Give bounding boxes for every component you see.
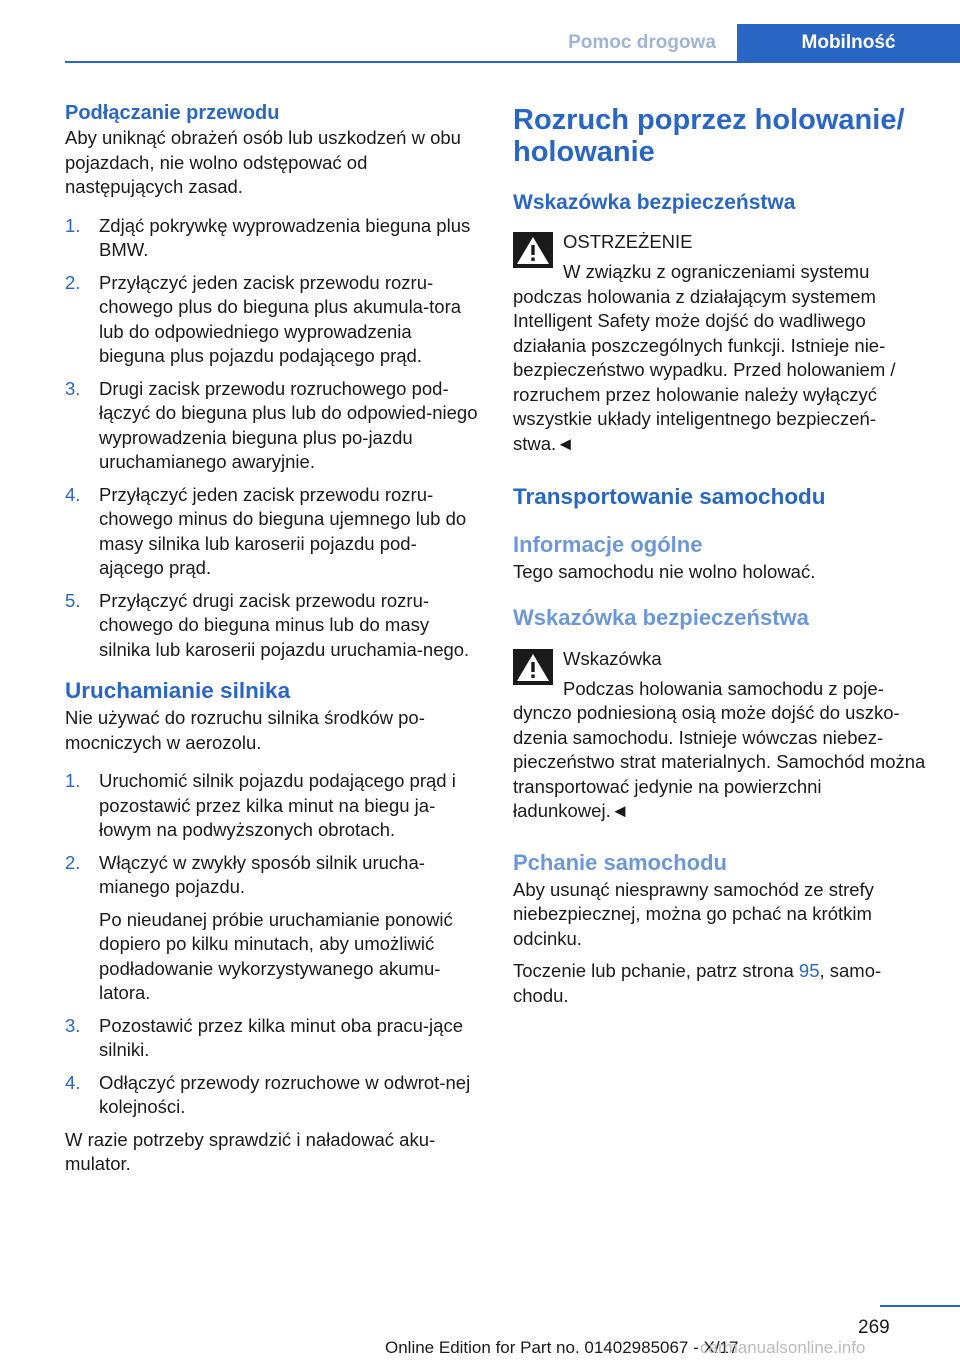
push-text: Aby usunąć niesprawny samochód ze strefy niebezpiecznej, można go pchać na krótkim odcinku. — [513, 878, 874, 949]
roll-text — [513, 959, 933, 1008]
step-text: Odłączyć przewody rozruchowe w odwrot‐nej kolejności. — [99, 1071, 471, 1117]
list-item — [65, 1014, 480, 1063]
cable-heading: Podłączanie przewodu — [65, 102, 280, 124]
tab-mobilnosc[interactable]: Mobilność — [737, 24, 960, 62]
right-column — [513, 100, 933, 1008]
cable-intro: Aby uniknąć obrażeń osób lub uszkodzeń w obu pojazdach, nie wolno odstępować od następujących zasad. — [65, 127, 461, 197]
list-item — [65, 851, 480, 1006]
step-text: Pozostawić przez kilka minut oba pracu‐jące silniki. — [99, 1014, 463, 1060]
step-text: Zdjąć pokrywkę wyprowadzenia bieguna plus BMW. — [99, 214, 471, 260]
engine-outro: W razie potrzeby sprawdzić i naładować aku‐mulator. — [65, 1128, 436, 1174]
engine-steps-list — [65, 769, 480, 1120]
warning-text-1: W związku z ograniczeniami systemu podczas holowania z działającym systemem Intelligent Safety może dojść do wadliwego działania poszczególnych funkcji. Istnieje nie‐bezpieczeństwo wypadku. Przed holowaniem / rozruchem przez holowanie należy wyłączyć wszystkie układy inteligentnego bezpieczeń‐stwa.◄ — [513, 261, 896, 454]
general-text: Tego samochodu nie wolno holować. — [513, 561, 816, 582]
warning-title-1: OSTRZEŻENIE — [563, 231, 693, 252]
step-subtext: Po nieudanej próbie uruchamianie ponowić dopiero po kilku minutach, aby umożliwić podładowanie wykorzystywanego akumu‐latora. — [99, 908, 453, 1003]
step-text: Włączyć w zwykły sposób silnik urucha‐mianego pojazdu. — [99, 851, 425, 897]
list-item — [65, 214, 480, 263]
step-number: 2. — [65, 271, 81, 293]
list-item — [65, 589, 480, 663]
roll-text-pre: Toczenie lub pchanie, patrz strona — [513, 960, 799, 981]
general-heading: Informacje ogólne — [513, 532, 703, 557]
step-number: 2. — [65, 851, 81, 873]
tab-pomoc-drogowa[interactable]: Pomoc drogowa — [568, 32, 716, 53]
step-number: 3. — [65, 377, 81, 399]
page-number: 269 — [858, 1317, 890, 1338]
step-text: Przyłączyć drugi zacisk przewodu rozru‐chowego do bieguna minus lub do masy silnika lub karoserii pojazdu uruchamia‐nego. — [99, 589, 470, 660]
step-number: 1. — [65, 770, 81, 791]
step-text: Uruchomić silnik pojazdu podającego prąd i pozostawić przez kilka minut na biegu ja‐łowym na podwyższonych obrotach. — [99, 770, 456, 840]
roll-text-post: , samo‐chodu. — [513, 960, 882, 1006]
list-item — [65, 377, 480, 475]
warning-triangle-icon — [513, 232, 553, 268]
warning-text-2: Podczas holowania samochodu z poje‐dynczo podniesioną osią może dojść do uszko‐dzenia samochodu. Istnieje wówczas niebez‐pieczeństwo strat materialnych. Samochód można transportować jedynie na powierzchni ładunkowej.◄ — [513, 677, 926, 821]
watermark: carmanualsonline.info — [700, 1338, 866, 1357]
warning-triangle-icon — [513, 649, 553, 685]
step-text: Przyłączyć jeden zacisk przewodu rozru‐chowego plus do bieguna plus akumula‐tora lub do odpowiedniego wyprowadzenia bieguna plus pojazdu podającego prąd. — [99, 271, 462, 366]
step-number: 4. — [65, 1071, 81, 1093]
header-divider — [65, 61, 960, 63]
step-content — [99, 851, 480, 1006]
page-link-95[interactable]: 95 — [798, 960, 820, 981]
list-item — [65, 769, 480, 843]
step-number: 4. — [65, 483, 81, 505]
step-number: 3. — [65, 1014, 81, 1036]
step-text: Drugi zacisk przewodu rozruchowego pod‐łączyć do bieguna plus lub do odpowied‐niego wyprowadzenia bieguna plus po‐jazdu uruchamianego awaryjnie. — [99, 377, 478, 472]
list-item — [65, 1071, 480, 1120]
step-number: 5. — [65, 589, 81, 611]
list-item — [65, 483, 480, 581]
step-number: 1. — [65, 214, 81, 236]
transport-heading: Transportowanie samochodu — [513, 484, 826, 509]
step-text: Przyłączyć jeden zacisk przewodu rozru‐chowego minus do bieguna ujemnego lub do masy silnika lub karoserii pojazdu pod‐ającego prąd. — [99, 483, 467, 578]
engine-heading: Uruchamianie silnika — [65, 678, 291, 703]
warning-title-2: Wskazówka — [563, 647, 662, 669]
edition-text: Online Edition for Part no. 01402985067 - X/17 — [385, 1338, 739, 1357]
engine-intro: Nie używać do rozruchu silnika środków po‐mocniczych w aerozolu. — [65, 707, 425, 753]
cable-steps-list — [65, 214, 480, 663]
push-heading: Pchanie samochodu — [513, 849, 727, 875]
footer-divider — [880, 1305, 960, 1307]
list-item — [65, 271, 480, 369]
safety-heading-2: Wskazówka bezpieczeństwa — [513, 604, 809, 630]
safety-heading-1: Wskazówka bezpieczeństwa — [513, 191, 796, 214]
section-title: Rozruch poprzez holowanie/ holowanie — [513, 104, 905, 168]
left-column — [65, 100, 480, 1177]
page-header — [0, 0, 960, 62]
